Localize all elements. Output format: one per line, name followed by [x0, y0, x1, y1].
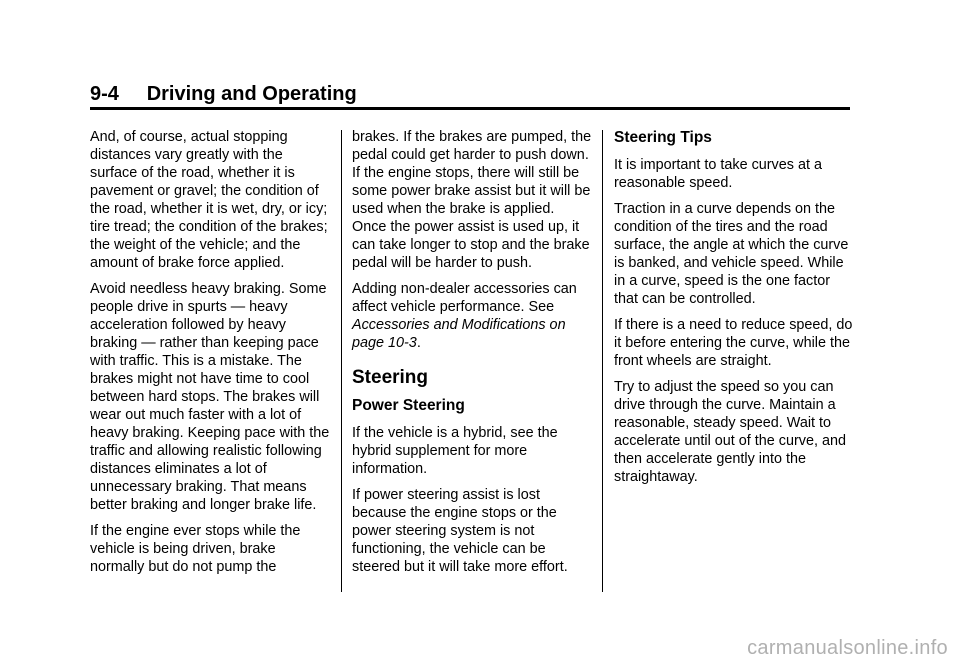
paragraph: If there is a need to reduce speed, do it before entering the curve, while the front wheels are straight.: [614, 317, 853, 369]
section-heading-steering: Steering: [352, 367, 429, 388]
paragraph: If the vehicle is a hybrid, see the hybrid supplement for more information.: [352, 425, 558, 477]
column-divider-2: [602, 130, 603, 592]
paragraph: brakes. If the brakes are pumped, the pedal could get harder to push down. If the engine stops, there will still be some power brake assist but it will be used when the brake is applied. Once the power assist is used up, it can take longer to stop and the brake pedal will be harder to push.: [352, 129, 592, 271]
subheading-power-steering: Power Steering: [352, 397, 465, 414]
paragraph: It is important to take curves at a reasonable speed.: [614, 157, 822, 191]
cross-reference-link[interactable]: Accessories and Modifications on page 10-3: [352, 317, 566, 351]
header-rule: [90, 107, 850, 110]
column-1: [90, 128, 330, 584]
paragraph: And, of course, actual stopping distances vary greatly with the surface of the road, whether it is pavement or gravel; the condition of the road, whether it is wet, dry, or icy; tire tread; the condition of the brakes; the weight of the vehicle; and the amount of brake force applied.: [90, 129, 328, 271]
paragraph-end: .: [416, 335, 421, 351]
column-3: [614, 128, 854, 494]
paragraph-with-reference: [352, 280, 592, 352]
paragraph: Traction in a curve depends on the condition of the tires and the road surface, the angle at which the curve is banked, and vehicle speed. While in a curve, speed is the one factor that can be controlled.: [614, 201, 849, 307]
page-title: 9-4 Driving and Operating: [90, 83, 357, 105]
page-header: [90, 82, 850, 106]
column-divider-1: [341, 130, 342, 592]
subheading-steering-tips: Steering Tips: [614, 129, 712, 146]
paragraph: If the engine ever stops while the vehicle is being driven, brake normally but do not pump the: [90, 523, 301, 575]
paragraph-text: Adding non-dealer accessories can affect vehicle performance. See: [352, 281, 577, 315]
paragraph: Try to adjust the speed so you can drive through the curve. Maintain a reasonable, steady speed. Wait to accelerate until out of the curve, and then accelerate gently into the straightaway.: [614, 379, 846, 485]
watermark: carmanualsonline.info: [747, 637, 948, 659]
paragraph: Avoid needless heavy braking. Some people drive in spurts — heavy acceleration followed by heavy braking — rather than keeping pace with traffic. This is a mistake. The brakes might not have time to cool between hard stops. The brakes will wear out much faster with a lot of heavy braking. Keeping pace with the traffic and allowing realistic following distances eliminates a lot of unnecessary braking. That means better braking and longer brake life.: [90, 281, 330, 513]
column-2: [352, 128, 592, 584]
paragraph: If power steering assist is lost because the engine stops or the power steering system is not functioning, the vehicle can be steered but it will take more effort.: [352, 487, 568, 575]
